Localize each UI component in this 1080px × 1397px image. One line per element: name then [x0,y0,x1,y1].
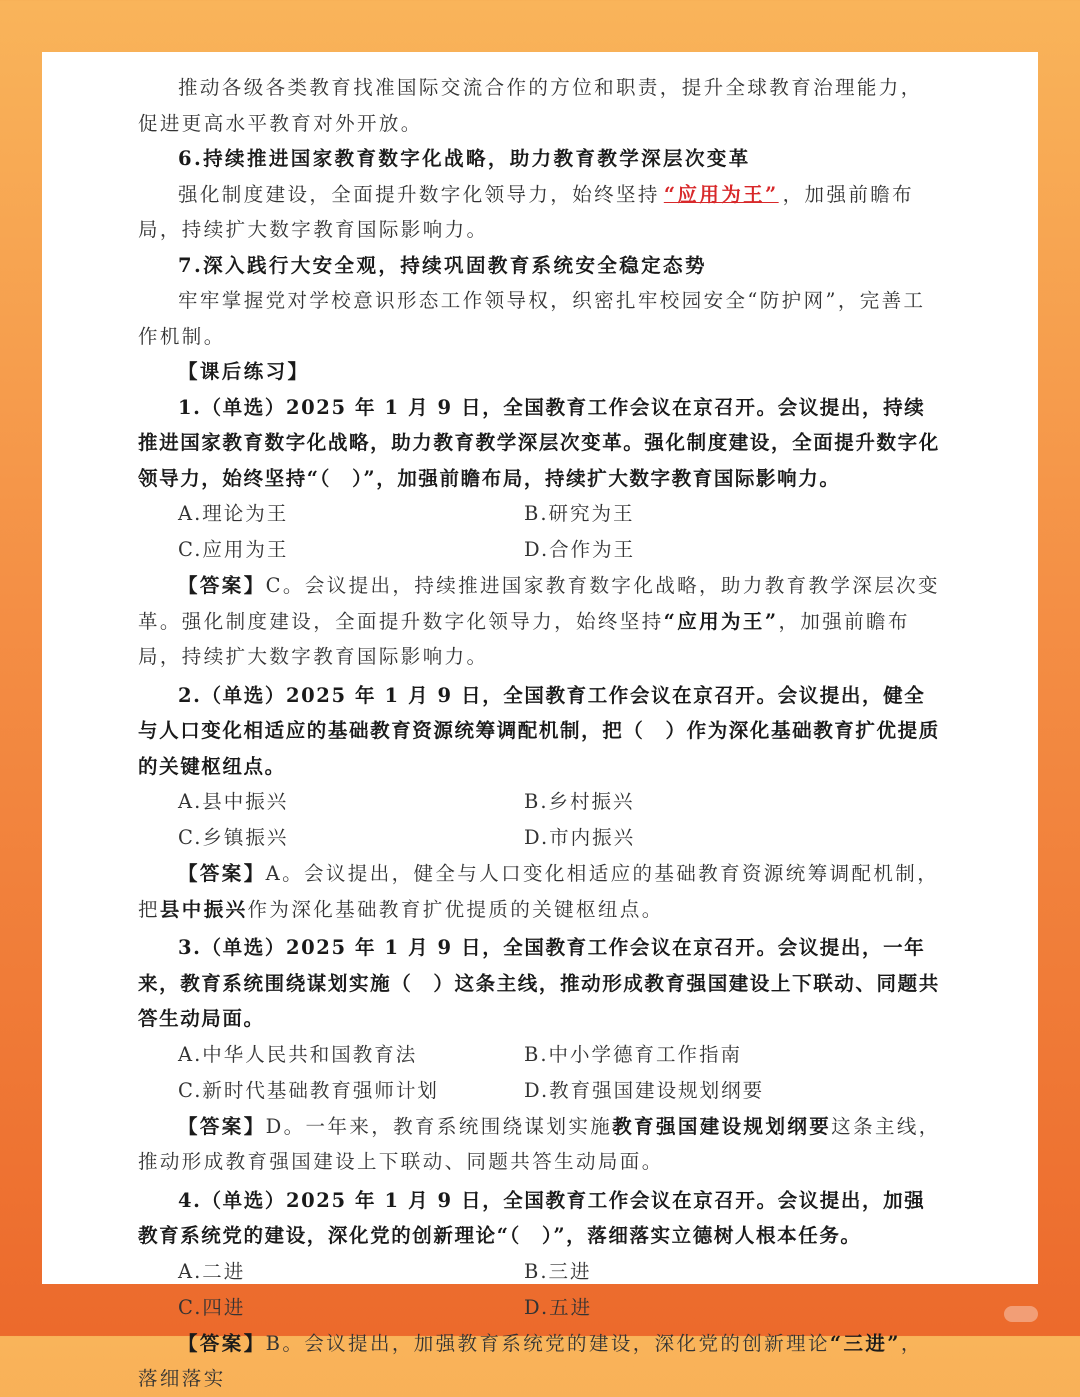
section-7-paragraph: 牢牢掌握党对学校意识形态工作领导权，织密扎牢校园安全“防护网”，完善工作机制。 [138,289,926,348]
option-c: C.四进 [178,1295,246,1319]
document-content [138,70,944,1397]
options-row [138,1290,944,1326]
answer-paragraph: 【答案】B。会议提出，加强教育系统党的建设，深化党的创新理论“三进”，落细落实 [138,1331,923,1390]
option-c: C.新时代基础教育强师计划 [178,1078,439,1102]
answer-paragraph: 【答案】A。会议提出，健全与人口变化相适应的基础教育资源统筹调配机制，把县中振兴作为深化基础教育扩优提质的关键枢纽点。 [138,862,940,921]
highlight-text: “应用为王” [663,182,779,206]
watermark-badge [1004,1306,1038,1322]
options-row [138,1254,944,1290]
document-page [42,52,1038,1390]
option-c: C.乡镇振兴 [178,826,289,849]
answer-paragraph: 【答案】C。会议提出，持续推进国家教育数字化战略，助力教育教学深层次变革。强化制度建设，全面提升数字化领导力，始终坚持“应用为王”，加强前瞻布局，持续扩大数字教育国际影响力。 [138,574,940,668]
question-stem: 3.（单选）2025 年 1 月 9 日，全国教育工作会议在京召开。会议提出，一年来，教育系统围绕谋划实施（ ）这条主线，推动形成教育强国建设上下联动、同题共答生动局面。 [138,936,940,1030]
question-1 [138,390,944,675]
options-row [138,496,944,532]
question-stem: 4.（单选）2025 年 1 月 9 日，全国教育工作会议在京召开。会议提出，加强教育系统党的建设，深化党的创新理论“（ ）”，落细落实立德树人根本任务。 [138,1188,926,1247]
question-stem: 1.（单选）2025 年 1 月 9 日，全国教育工作会议在京召开。会议提出，持续推进国家教育数字化战略，助力教育教学深层次变革。强化制度建设，全面提升数字化领导力，始终坚持“（ ）”，加强前瞻布局，持续扩大数字教育国际影响力。 [138,395,940,490]
option-a: A.二进 [178,1259,246,1283]
section-6-paragraph: 强化制度建设，全面提升数字化领导力，始终坚持 “应用为王” ，加强前瞻布局，持续扩大数字教育国际影响力。 [138,182,915,241]
options-row [138,532,944,568]
exercise-title: 【课后练习】 [178,360,310,383]
option-d: D.合作为王 [524,538,636,561]
option-b: B.中小学德育工作指南 [524,1042,743,1066]
options-row [138,1037,944,1073]
section-heading-7: 7.深入践行大安全观，持续巩固教育系统安全稳定态势 [178,253,707,277]
answer-paragraph: 【答案】D。一年来，教育系统围绕谋划实施教育强国建设规划纲要这条主线，推动形成教育强国建设上下联动、同题共答生动局面。 [138,1114,941,1173]
options-row [138,820,944,856]
option-b: B.研究为王 [524,502,635,525]
section-heading-6: 6.持续推进国家教育数字化战略，助力教育教学深层次变革 [178,147,751,170]
option-a: A.中华人民共和国教育法 [178,1042,418,1066]
option-a: A.理论为王 [178,502,289,525]
option-d: D.市内振兴 [524,826,636,849]
options-row [138,1073,944,1109]
question-4 [138,1183,944,1397]
question-3 [138,930,944,1180]
option-d: D.五进 [524,1295,593,1319]
question-2 [138,678,944,928]
option-b: B.乡村振兴 [524,790,635,813]
intro-paragraph: 推动各级各类教育找准国际交流合作的方位和职责，提升全球教育治理能力，促进更高水平教育对外开放。 [138,76,923,135]
option-c: C.应用为王 [178,538,289,561]
question-stem: 2.（单选）2025 年 1 月 9 日，全国教育工作会议在京召开。会议提出，健全与人口变化相适应的基础教育资源统筹调配机制，把（ ）作为深化基础教育扩优提质的关键枢纽点。 [138,683,940,778]
option-d: D.教育强国建设规划纲要 [524,1078,765,1102]
options-row [138,784,944,820]
option-a: A.县中振兴 [178,790,289,813]
option-b: B.三进 [524,1259,592,1283]
